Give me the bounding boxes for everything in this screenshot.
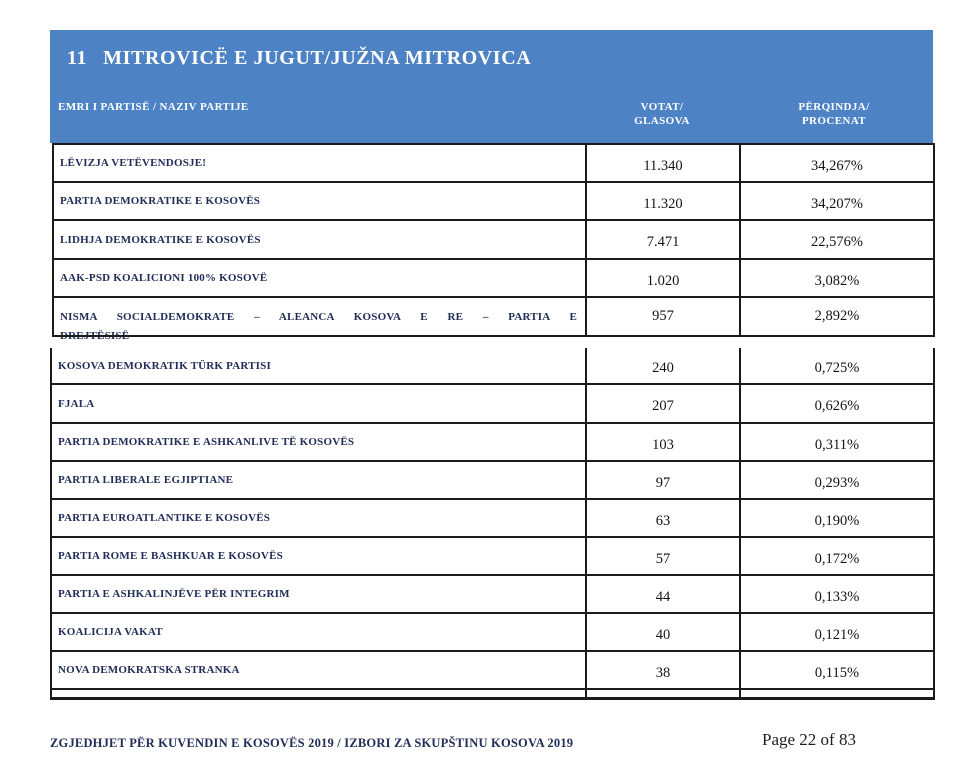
- table-row: [54, 298, 933, 337]
- party-percent: 2,892%: [814, 308, 860, 324]
- table-row: [52, 538, 933, 576]
- party-votes: 40: [587, 614, 741, 650]
- party-votes: 38: [587, 652, 741, 688]
- party-name: AAK-PSD KOALICIONI 100% KOSOVË: [54, 260, 587, 296]
- district-name: MITROVICË E JUGUT/JUŽNA MITROVICA: [103, 47, 532, 69]
- party-votes: 11.340: [587, 145, 741, 181]
- footer-election-title: ZGJEDHJET PËR KUVENDIN E KOSOVËS 2019 / IZBORI ZA SKUPŠTINU KOSOVA 2019: [50, 736, 574, 750]
- party-percent: 3,082%: [814, 272, 860, 289]
- party-votes: 97: [587, 462, 741, 498]
- district-header-band: [50, 30, 933, 143]
- table-row: [52, 424, 933, 462]
- party-percent: 0,190%: [814, 512, 860, 529]
- table-row: [52, 462, 933, 500]
- party-votes: 207: [587, 385, 741, 422]
- district-number: 11: [67, 47, 88, 69]
- clipped-cell: [741, 690, 933, 697]
- party-votes: 103: [587, 424, 741, 460]
- party-percent: 34,267%: [811, 157, 863, 174]
- table-row: [52, 614, 933, 652]
- party-percent: 34,207%: [811, 195, 863, 212]
- party-name: FJALA: [52, 385, 587, 422]
- clipped-cell: [587, 690, 741, 697]
- party-name: PARTIA DEMOKRATIKE E KOSOVËS: [54, 183, 587, 219]
- results-table-section-2: [50, 348, 935, 700]
- party-name: PARTIA E ASHKALINJËVE PËR INTEGRIM: [52, 576, 587, 612]
- party-votes: 11.320: [587, 183, 741, 219]
- party-votes: 44: [587, 576, 741, 612]
- party-percent: 0,133%: [814, 588, 860, 605]
- table-row: [52, 385, 933, 424]
- table-row: [54, 221, 933, 260]
- party-name: PARTIA DEMOKRATIKE E ASHKANLIVE TË KOSOVËS: [52, 424, 587, 460]
- party-name: KOSOVA DEMOKRATIK TÜRK PARTISI: [52, 348, 587, 383]
- table-row: [52, 348, 933, 385]
- table-row: [52, 500, 933, 538]
- table-row: [52, 576, 933, 614]
- party-name-line1: NISMA SOCIALDEMOKRATE – ALEANCA KOSOVA E RE – PARTIA E: [60, 311, 577, 323]
- column-header-percent-line2: PROCENAT: [801, 115, 867, 127]
- party-votes: 57: [587, 538, 741, 574]
- party-percent: 0,626%: [814, 398, 860, 414]
- column-header-votes-line1: VOTAT/: [640, 101, 684, 113]
- party-name: LIDHJA DEMOKRATIKE E KOSOVËS: [54, 221, 587, 258]
- table-row: [54, 260, 933, 298]
- party-name: PARTIA LIBERALE EGJIPTIANE: [52, 462, 587, 498]
- table-row: [52, 652, 933, 690]
- party-percent: 0,725%: [814, 360, 860, 376]
- party-votes: 63: [587, 500, 741, 536]
- party-votes: 240: [587, 348, 741, 383]
- party-name: LËVIZJA VETËVENDOSJE!: [54, 145, 587, 181]
- party-name: [54, 298, 587, 337]
- party-percent: 0,293%: [814, 474, 860, 491]
- table-row: [54, 145, 933, 183]
- clipped-continuation-row: [52, 690, 933, 700]
- table-row: [54, 183, 933, 221]
- column-header-votes-line2: GLASOVA: [634, 115, 690, 127]
- column-header-party: EMRI I PARTISË / NAZIV PARTIJE: [58, 101, 249, 113]
- party-name: PARTIA ROME E BASHKUAR E KOSOVËS: [52, 538, 587, 574]
- party-percent: 0,121%: [814, 626, 860, 643]
- party-percent: 0,172%: [814, 550, 860, 567]
- party-votes: 7.471: [587, 221, 741, 258]
- party-name: KOALICIJA VAKAT: [52, 614, 587, 650]
- party-name: NOVA DEMOKRATSKA STRANKA: [52, 652, 587, 688]
- clipped-cell: [52, 690, 587, 697]
- column-header-votes: [585, 100, 739, 128]
- party-percent: 0,115%: [814, 664, 860, 681]
- party-votes: 957: [587, 298, 741, 337]
- party-percent: 0,311%: [814, 436, 860, 453]
- party-votes: 1.020: [587, 260, 741, 296]
- page-number: Page 22 of 83: [762, 730, 856, 749]
- page-break-rule: [52, 335, 935, 337]
- party-percent: 22,576%: [811, 234, 863, 250]
- district-title: [67, 47, 531, 70]
- column-header-percent: [739, 100, 929, 128]
- party-name: PARTIA EUROATLANTIKE E KOSOVËS: [52, 500, 587, 536]
- column-header-percent-line1: PËRQINDJA/: [798, 101, 870, 113]
- results-table-section-1: [52, 143, 935, 337]
